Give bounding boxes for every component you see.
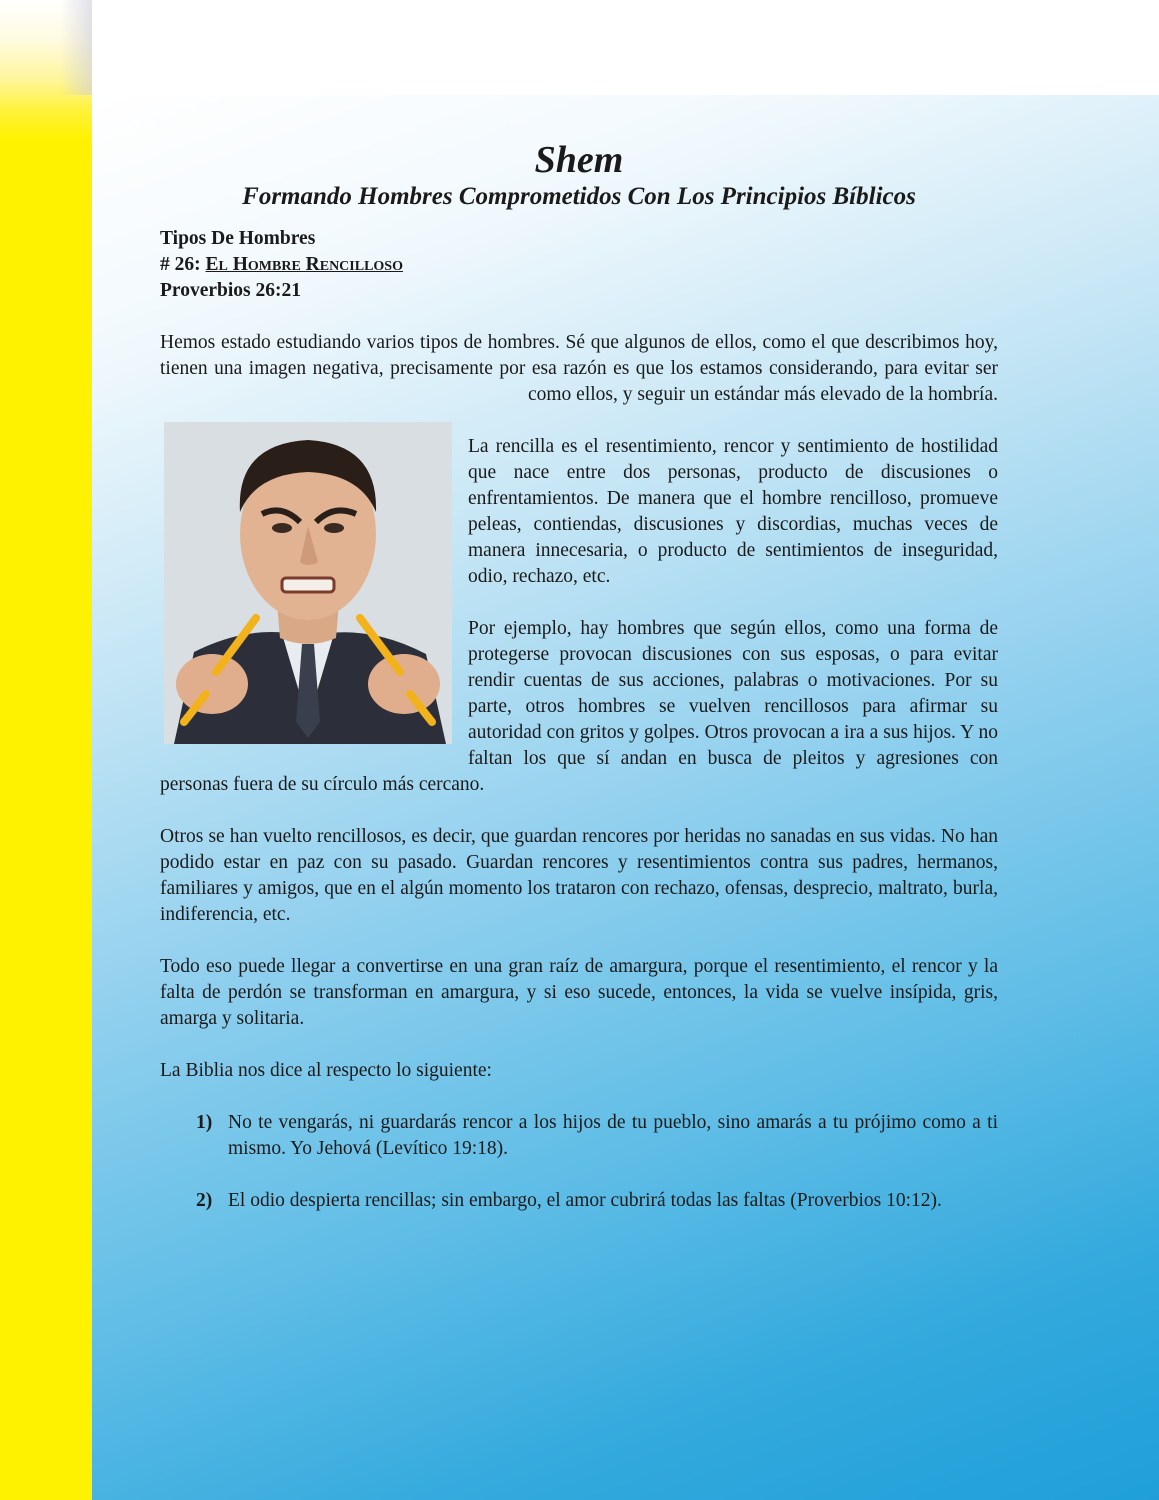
article	[160, 138, 998, 1240]
verse-text: No te vengarás, ni guardarás rencor a los hijos de tu pueblo, sino amarás a tu prójimo como a ti mismo. Yo Jehová (Levítico 19:18).	[228, 1112, 998, 1159]
intro-paragraph: Hemos estado estudiando varios tipos de hombres. Sé que algunos de ellos, como el que describimos hoy, tienen una imagen negativa, precisamente por esa razón es que los estamos considerando, para evitar ser como ellos, y seguir un estándar más elevado de la hombría.	[160, 332, 998, 405]
lesson-topic: El Hombre Rencilloso	[205, 254, 403, 275]
bible-intro-paragraph: La Biblia nos dice al respecto lo siguiente:	[160, 1060, 492, 1081]
resentment-paragraph: Otros se han vuelto rencillosos, es decir, que guardan rencores por heridas no sanadas en sus vidas. No han podido estar en paz con su pasado. Guardan rencores y resentimientos contra sus padres, hermanos, familiares y amigos, que en el algún momento los trataron con rechazo, ofensas, desprecio, maltrato, burla, indiferencia, etc.	[160, 826, 998, 925]
angry-man-illustration	[164, 422, 452, 744]
bitterness-paragraph: Todo eso puede llegar a convertirse en una gran raíz de amargura, porque el resentimiento, el rencor y la falta de perdón se transforman en amargura, y si eso sucede, entonces, la vida se vuelve insípida, gris, amarga y solitaria.	[160, 956, 998, 1029]
lesson-heading	[160, 226, 998, 304]
lesson-number-line	[160, 252, 998, 278]
verse-number: 2)	[196, 1190, 213, 1211]
verse-list	[160, 1110, 998, 1214]
page-title: Shem	[534, 139, 624, 181]
lesson-number: # 26:	[160, 254, 206, 275]
verse-number: 1)	[196, 1112, 213, 1133]
yellow-side-bar	[0, 0, 92, 1500]
example-paragraph: Por ejemplo, hay hombres que según ellos, como una forma de protegerse provocan discusiones con sus esposas, o para evitar rendir cuentas de sus acciones, palabras o motivaciones. Por su parte, otros hombres se vuelven rencillosos para afirmar su autoridad con gritos y golpes. Otros provocan a ira a sus hijos. Y no faltan los que sí andan en busca de pleitos y agresiones con personas fuera de su círculo más cercano.	[160, 618, 998, 795]
verse-item	[196, 1110, 998, 1162]
series-label: Tipos De Hombres	[160, 228, 316, 249]
definition-paragraph: La rencilla es el resentimiento, rencor y sentimiento de hostilidad que nace entre dos personas, producto de discusiones o enfrentamientos. De manera que el hombre rencilloso, promueve peleas, contiendas, discusiones y discordias, muchas veces de manera innecesaria, o producto de sentimientos de inseguridad, odio, rechazo, etc.	[468, 436, 998, 587]
corner-shade	[60, 0, 92, 95]
verse-item	[196, 1188, 998, 1214]
page-subtitle: Formando Hombres Comprometidos Con Los Principios Bíblicos	[242, 183, 916, 210]
lesson-reference: Proverbios 26:21	[160, 280, 301, 301]
verse-text: El odio despierta rencillas; sin embargo, el amor cubrirá todas las faltas (Proverbios 10:12).	[228, 1190, 942, 1211]
angry-man-photo	[164, 422, 452, 744]
